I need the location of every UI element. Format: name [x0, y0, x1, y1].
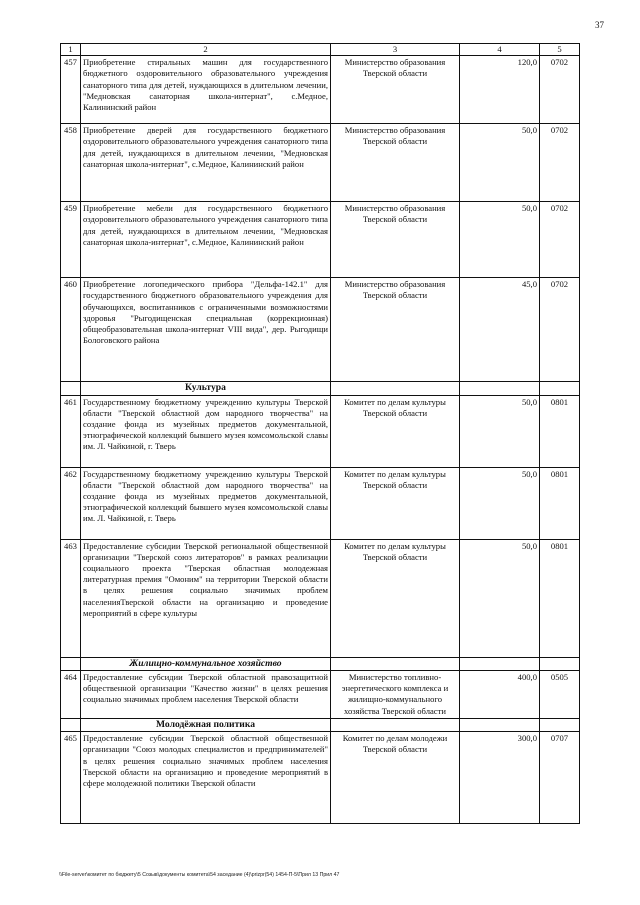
table-row — [61, 202, 580, 278]
row-code: 0707 — [540, 732, 580, 824]
section-spacer — [540, 657, 580, 670]
row-description: Предоставление субсидии Тверской областной общественной организации "Союз молодых специалистов и предпринимателей" в целях решения социально значимых проблем населения Тверской области на организацию и проведение мероприятий в сфере молодежной политики Тверской области — [81, 732, 331, 824]
row-code: 0702 — [540, 278, 580, 382]
row-agency: Министерство образования Тверской области — [331, 202, 460, 278]
row-number: 465 — [61, 732, 81, 824]
row-agency: Министерство топливно-энергетического комплекса и жилищно-коммунального хозяйства Тверской области — [331, 671, 460, 719]
row-agency: Комитет по делам культуры Тверской области — [331, 467, 460, 539]
row-number: 459 — [61, 202, 81, 278]
header-col-1: 1 — [61, 44, 81, 56]
row-amount: 50,0 — [460, 202, 540, 278]
header-col-2: 2 — [81, 44, 331, 56]
table-row — [61, 671, 580, 719]
row-code: 0801 — [540, 467, 580, 539]
table-row — [61, 732, 580, 824]
row-code: 0801 — [540, 539, 580, 657]
header-col-5: 5 — [540, 44, 580, 56]
header-col-3: 3 — [331, 44, 460, 56]
row-description: Предоставление субсидии Тверской областной правозащитной общественной организации "Качество жизни" в целях решения социально значимых проблем населения Тверской области — [81, 671, 331, 719]
section-spacer — [331, 382, 460, 395]
row-number: 464 — [61, 671, 81, 719]
row-amount: 50,0 — [460, 467, 540, 539]
section-title-youth: Молодёжная политика — [81, 718, 331, 731]
row-number: 462 — [61, 467, 81, 539]
section-title-housing: Жилищно-коммунальное хозяйство — [81, 657, 331, 670]
row-agency: Комитет по делам культуры Тверской области — [331, 395, 460, 467]
header-row — [61, 44, 580, 56]
row-agency: Комитет по делам культуры Тверской области — [331, 539, 460, 657]
row-number: 461 — [61, 395, 81, 467]
row-description: Приобретение дверей для государственного бюджетного оздоровительного образовательного учреждения санаторного типа для детей, нуждающихся в длительном лечении, "Медновская санаторная школа-интернат", с.Медное, Калининский район — [81, 124, 331, 202]
row-number: 463 — [61, 539, 81, 657]
section-spacer — [540, 382, 580, 395]
row-code: 0505 — [540, 671, 580, 719]
row-description: Государственному бюджетному учреждению культуры Тверской области "Тверской областной дом народного творчества" на создание фонда из музейных предметов документальной, этнографической коллекций бывшего музея комсомольской славы им. Л. Чайкиной, г. Тверь — [81, 467, 331, 539]
row-amount: 120,0 — [460, 56, 540, 124]
table-row — [61, 539, 580, 657]
row-amount: 400,0 — [460, 671, 540, 719]
row-agency: Министерство образования Тверской области — [331, 56, 460, 124]
row-code: 0702 — [540, 124, 580, 202]
section-row — [61, 718, 580, 731]
table-row — [61, 467, 580, 539]
row-code: 0702 — [540, 202, 580, 278]
section-spacer — [331, 718, 460, 731]
budget-table — [60, 43, 580, 824]
section-spacer — [460, 657, 540, 670]
table-row — [61, 124, 580, 202]
row-number: 460 — [61, 278, 81, 382]
section-spacer — [460, 718, 540, 731]
section-title-culture: Культура — [81, 382, 331, 395]
section-row — [61, 382, 580, 395]
row-number: 457 — [61, 56, 81, 124]
row-description: Предоставление субсидии Тверской региональной общественной организации "Тверской союз литераторов" в рамках реализации социального проекта "Тверская областная молодежная литературная премия "Омоним" на территории Тверской области в целях решения социально значимых проблем населенияТверской области на организацию и проведение мероприятий в сфере культуры — [81, 539, 331, 657]
row-description: Приобретение логопедического прибора "Дельфа-142.1" для государственного бюджетного образовательного учреждения для обучающихся, воспитанников с ограниченными возможностями здоровья "Рыгодищенская специальная (коррекционная) общеобразовательная школа-интернат VIII вида", дер. Рыгодищи Бологовского района — [81, 278, 331, 382]
row-code: 0702 — [540, 56, 580, 124]
row-description: Приобретение стиральных машин для государственного бюджетного оздоровительного образовательного учреждения санаторного типа для детей, нуждающихся в длительном лечении, "Медновская санаторная школа-интернат", с.Медное, Калининский район — [81, 56, 331, 124]
row-number: 458 — [61, 124, 81, 202]
section-spacer — [460, 382, 540, 395]
table-row — [61, 395, 580, 467]
section-spacer — [61, 657, 81, 670]
footer-file-path: \\File-server\комитет по бюджету\5 Созыв\документы комитета\54 заседание (4)\prizpr(54) 1454-П-5\Прил 13 Прил 47 — [59, 872, 340, 878]
row-agency: Министерство образования Тверской области — [331, 124, 460, 202]
section-spacer — [61, 718, 81, 731]
row-description: Приобретение мебели для государственного бюджетного оздоровительного образовательного учреждения санаторного типа для детей, нуждающихся в длительном лечении, "Медновская санаторная школа-интернат", с.Медное, Калининский район — [81, 202, 331, 278]
section-spacer — [61, 382, 81, 395]
page-number: 37 — [595, 20, 604, 30]
row-amount: 50,0 — [460, 395, 540, 467]
table-row — [61, 56, 580, 124]
row-amount: 50,0 — [460, 539, 540, 657]
section-row — [61, 657, 580, 670]
row-amount: 300,0 — [460, 732, 540, 824]
header-col-4: 4 — [460, 44, 540, 56]
row-amount: 50,0 — [460, 124, 540, 202]
table-row — [61, 278, 580, 382]
row-amount: 45,0 — [460, 278, 540, 382]
row-agency: Министерство образования Тверской области — [331, 278, 460, 382]
section-spacer — [331, 657, 460, 670]
row-description: Государственному бюджетному учреждению культуры Тверской области "Тверской областной дом народного творчества" на создание фонда из музейных предметов документальной, этнографической коллекций бывшего музея комсомольской славы им. Л. Чайкиной, г. Тверь — [81, 395, 331, 467]
row-agency: Комитет по делам молодежи Тверской области — [331, 732, 460, 824]
row-code: 0801 — [540, 395, 580, 467]
section-spacer — [540, 718, 580, 731]
